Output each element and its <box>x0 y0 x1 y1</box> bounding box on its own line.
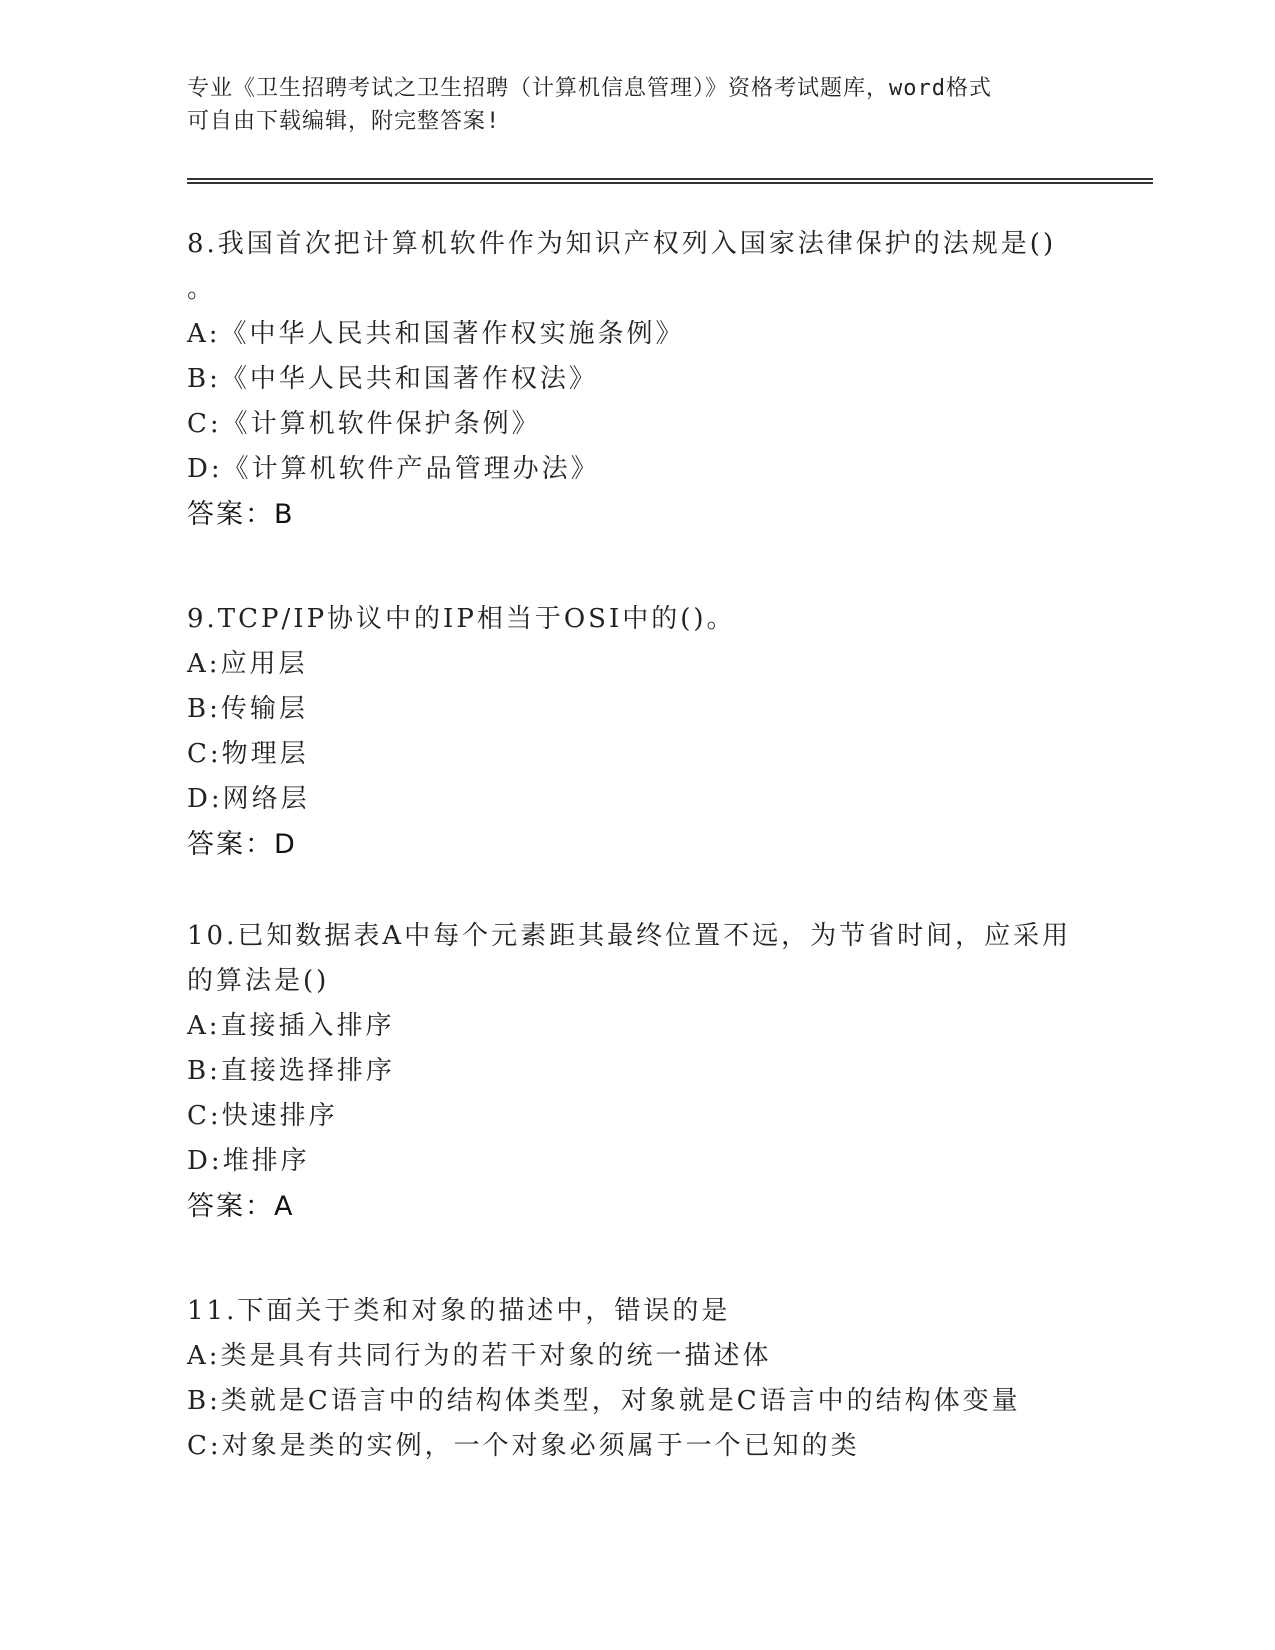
option-d: D:堆排序 <box>187 1146 310 1176</box>
question-stem: 11.下面关于类和对象的描述中，错误的是 <box>187 1296 731 1326</box>
option-a: A:类是具有共同行为的若干对象的统一描述体 <box>187 1341 772 1371</box>
option-a: A:直接插入排序 <box>187 1011 395 1041</box>
question-11 <box>187 1289 1087 1469</box>
question-10 <box>187 914 1087 1229</box>
question-9 <box>187 597 1087 867</box>
question-8 <box>187 222 1087 537</box>
option-c: C:《计算机软件保护条例》 <box>187 409 541 439</box>
question-stem-cont: 的算法是() <box>187 966 330 996</box>
option-b: B:《中华人民共和国著作权法》 <box>187 364 598 394</box>
header-line-2: 可自由下载编辑，附完整答案! <box>187 109 501 134</box>
option-c: C:物理层 <box>187 739 309 769</box>
header-divider <box>187 178 1153 184</box>
answer-label: 答案：D <box>187 829 297 860</box>
option-c: C:对象是类的实例，一个对象必须属于一个已知的类 <box>187 1431 860 1461</box>
header-line-1: 专业《卫生招聘考试之卫生招聘（计算机信息管理）》资格考试题库，word格式 <box>187 76 992 101</box>
option-a: A:《中华人民共和国著作权实施条例》 <box>187 319 685 349</box>
option-d: D:网络层 <box>187 784 310 814</box>
question-stem: 10.已知数据表A中每个元素距其最终位置不远，为节省时间，应采用 <box>187 921 1072 951</box>
option-c: C:快速排序 <box>187 1101 338 1131</box>
option-a: A:应用层 <box>187 649 308 679</box>
answer-label: 答案：B <box>187 499 295 530</box>
question-stem: 8.我国首次把计算机软件作为知识产权列入国家法律保护的法规是() <box>187 229 1057 259</box>
document-header <box>187 72 1087 138</box>
option-b: B:传输层 <box>187 694 308 724</box>
option-d: D:《计算机软件产品管理办法》 <box>187 454 600 484</box>
question-stem: 9.TCP/IP协议中的IP相当于OSI中的()。 <box>187 604 736 634</box>
option-b: B:直接选择排序 <box>187 1056 395 1086</box>
option-b: B:类就是C语言中的结构体类型，对象就是C语言中的结构体变量 <box>187 1386 1021 1416</box>
question-stem-cont: 。 <box>187 274 217 304</box>
answer-label: 答案：A <box>187 1191 295 1222</box>
